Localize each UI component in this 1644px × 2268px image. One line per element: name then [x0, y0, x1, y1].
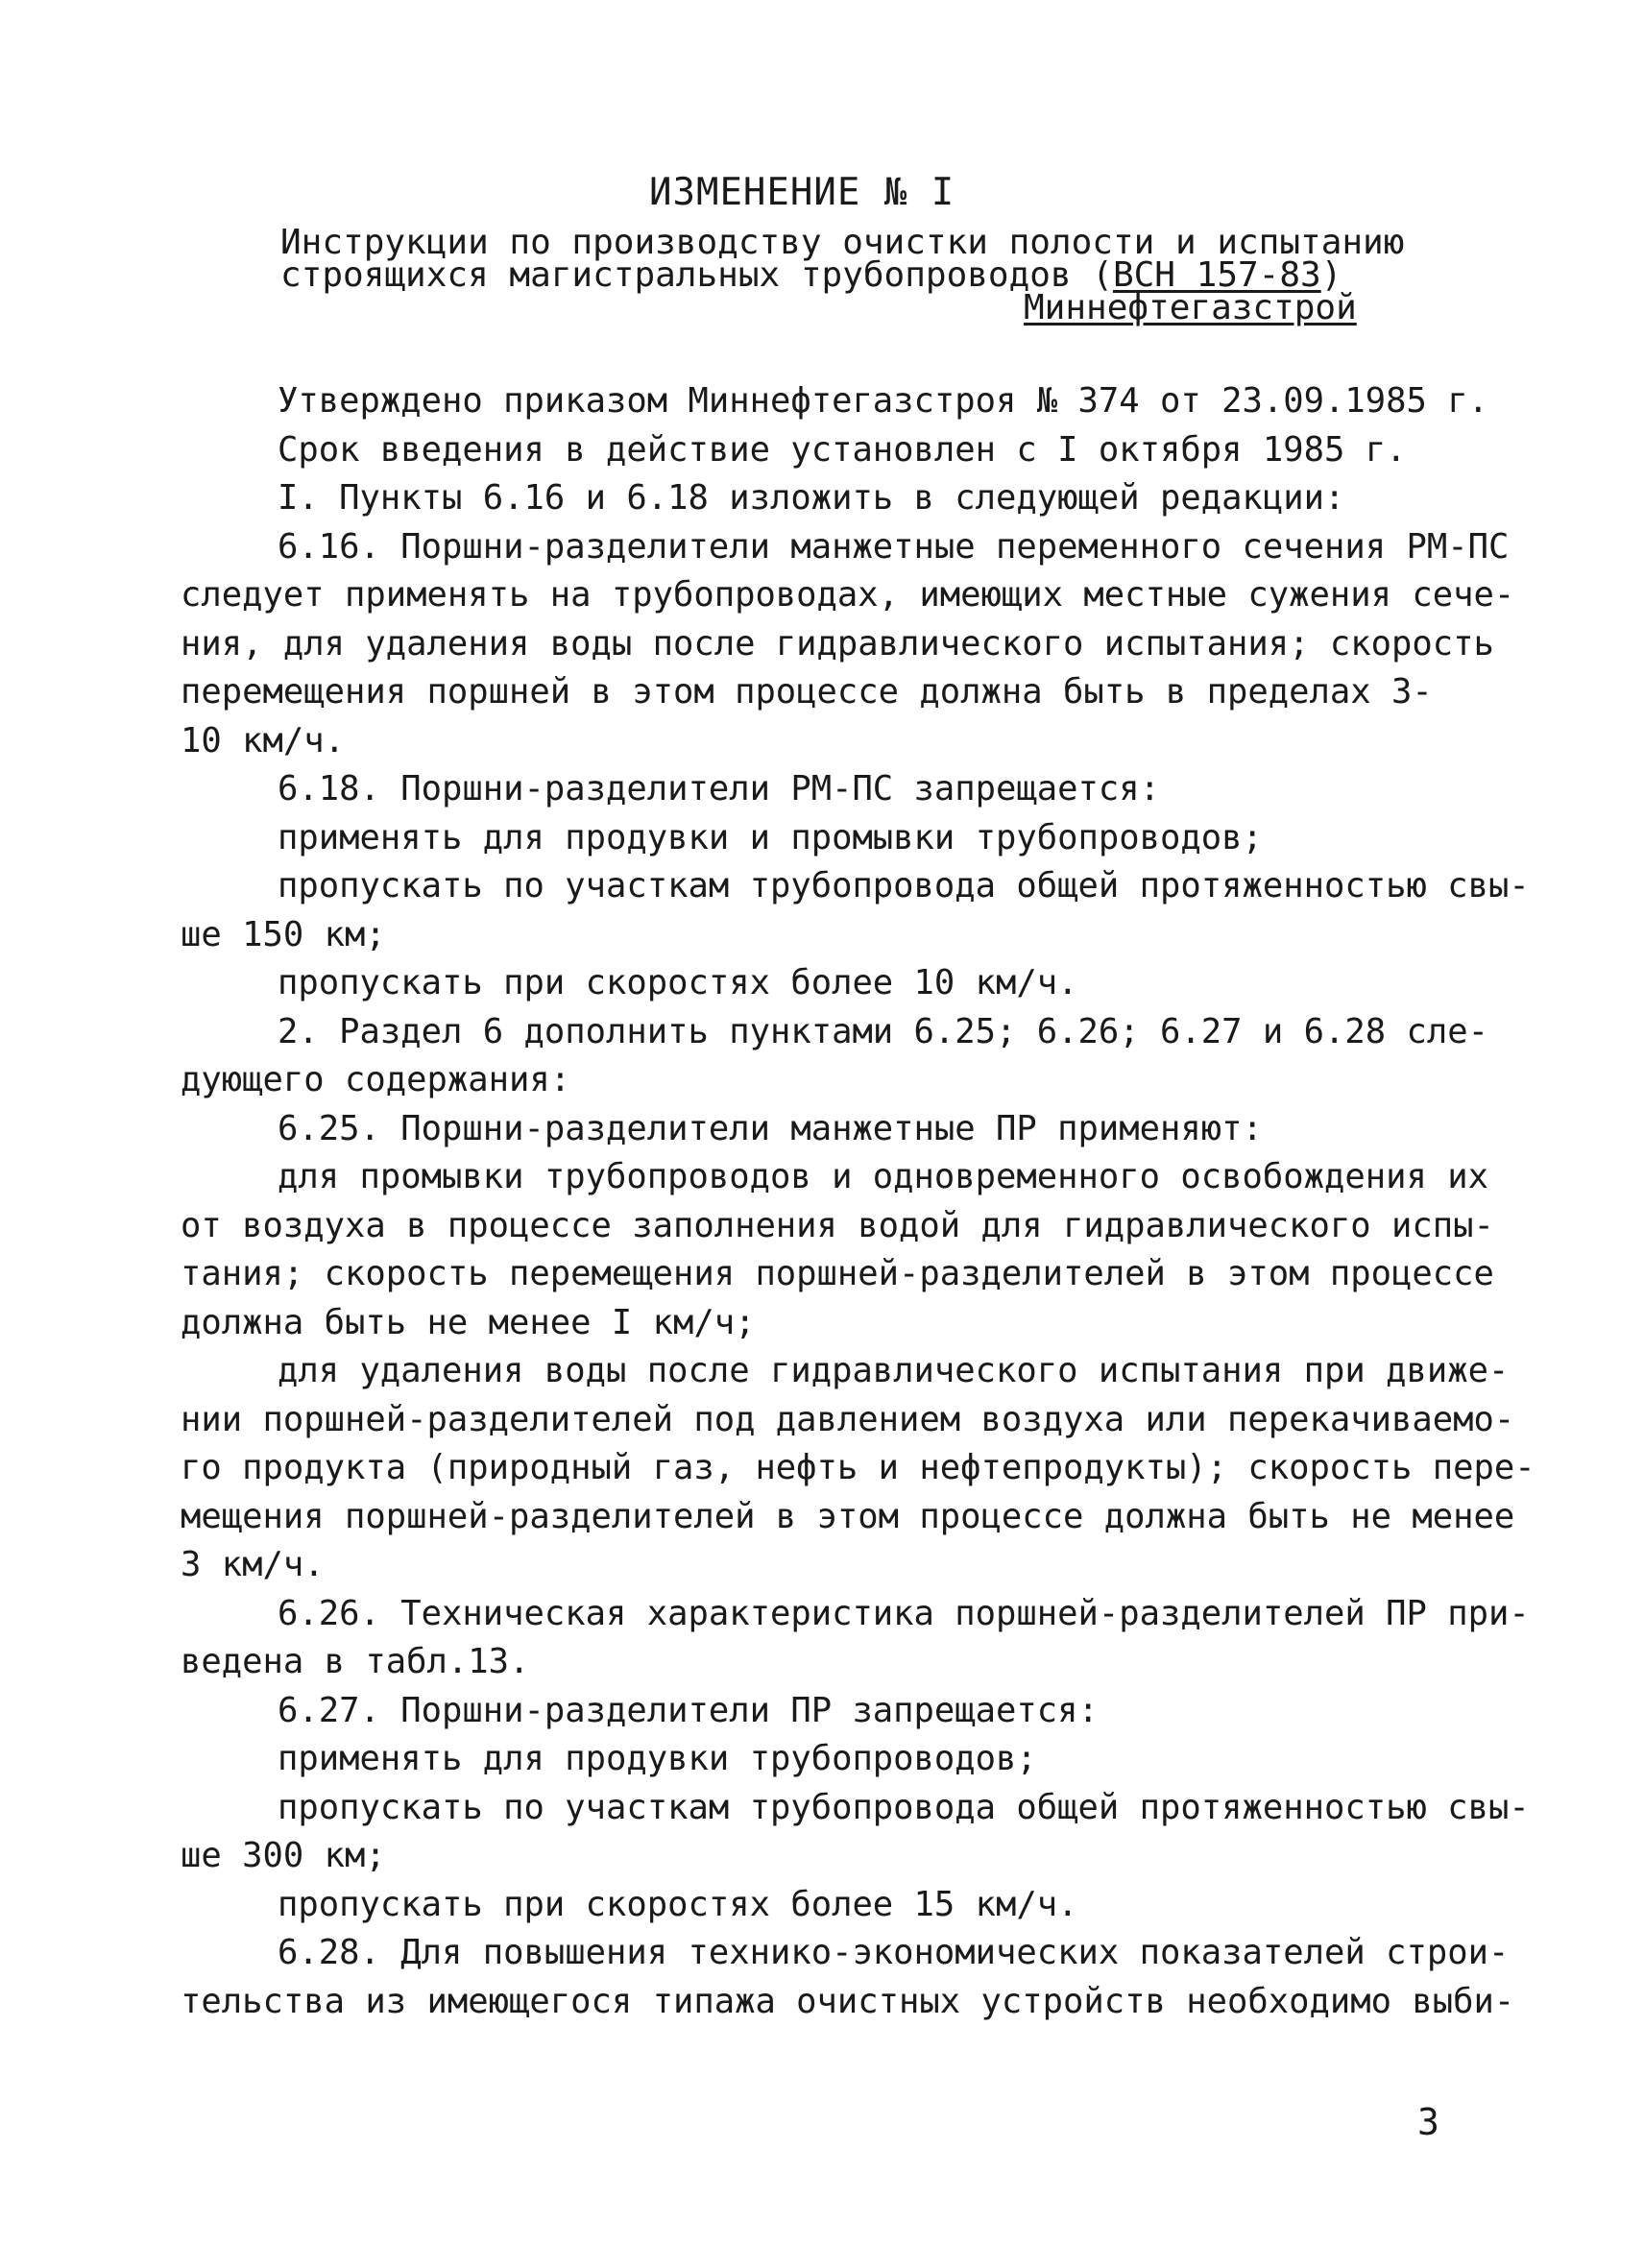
document-subtitle-ministry: Миннефтегазстрой — [1024, 288, 1357, 327]
body-line: 3 км/ч. — [181, 1545, 325, 1584]
body-line-para-6-28: 6.28. Для повышения технико-экономических показателей строи- — [278, 1933, 1510, 1972]
body-line: от воздуха в процессе заполнения водой для гидравлического испы- — [181, 1205, 1494, 1245]
body-line-para-6-25: 6.25. Поршни-разделители манжетные ПР применяют: — [278, 1108, 1263, 1148]
body-line: применять для продувки трубопроводов; — [278, 1739, 1037, 1778]
body-line: нии поршней-разделителей под давлением воздуха или перекачиваемо- — [181, 1399, 1515, 1439]
body-line: ведена в табл.13. — [181, 1642, 530, 1681]
body-line: пропускать по участкам трубопровода общей протяженностью свы- — [278, 1787, 1530, 1827]
body-line: для промывки трубопроводов и одновременного освобождения их — [278, 1157, 1488, 1196]
body-line: для удаления воды после гидравлического испытания при движе- — [278, 1351, 1510, 1390]
body-line: дующего содержания: — [181, 1060, 571, 1099]
body-line: перемещения поршней в этом процессе должна быть в пределах 3- — [181, 672, 1433, 712]
body-line: ше 300 км; — [181, 1836, 386, 1875]
body-line-para-6-16: 6.16. Поршни-разделители манжетные переменного сечения РМ-ПС — [278, 526, 1510, 567]
body-line: пропускать по участкам трубопровода общей протяженностью свы- — [278, 866, 1530, 905]
subtitle-suffix: ) — [1320, 255, 1342, 295]
body-line: пропускать при скоростях более 15 км/ч. — [278, 1884, 1078, 1924]
document-title: ИЗМЕНЕНИЕ № I — [649, 171, 955, 214]
document-body — [181, 377, 1535, 2026]
body-line-para-6-27: 6.27. Поршни-разделители ПР запрещается: — [278, 1690, 1099, 1730]
body-line: го продукта (природный газ, нефть и нефтепродукты); скорость пере- — [181, 1448, 1535, 1487]
document-subtitle-line-1: Инструкции по производству очистки полости и испытанию — [280, 223, 1405, 262]
body-line: мещения поршней-разделителей в этом процессе должна быть не менее — [181, 1496, 1515, 1536]
body-line-para-6-18: 6.18. Поршни-разделители РМ-ПС запрещается: — [278, 769, 1161, 808]
body-line: применять для продувки и промывки трубопроводов; — [278, 817, 1263, 857]
body-line: должна быть не менее I км/ч; — [181, 1302, 756, 1342]
body-line: следует применять на трубопроводах, имеющих местные сужения сече- — [181, 575, 1515, 615]
body-line-item-2: 2. Раздел 6 дополнить пунктами 6.25; 6.26; 6.27 и 6.28 сле- — [278, 1011, 1488, 1051]
body-line-item-1: I. Пункты 6.16 и 6.18 изложить в следующей редакции: — [278, 478, 1345, 518]
body-line: ния, для удаления воды после гидравлического испытания; скорость — [181, 623, 1494, 664]
body-line: 10 км/ч. — [181, 720, 345, 760]
subtitle-prefix: строящихся магистральных трубопроводов ( — [280, 255, 1113, 295]
subtitle-code: ВСН 157-83 — [1112, 255, 1321, 295]
body-line-approval: Утверждено приказом Миннефтегазстроя № 374 от 23.09.1985 г. — [278, 381, 1488, 421]
body-line-para-6-26: 6.26. Техническая характеристика поршней-разделителей ПР при- — [278, 1593, 1530, 1633]
body-line: ше 150 км; — [181, 914, 386, 954]
body-line: тания; скорость перемещения поршней-разделителей в этом процессе — [181, 1254, 1494, 1293]
body-line: тельства из имеющегося типажа очистных устройств необходимо выби- — [181, 1981, 1515, 2021]
page-number: 3 — [1417, 2101, 1439, 2143]
body-line: пропускать при скоростях более 10 км/ч. — [278, 963, 1078, 1002]
body-line-effective-date: Срок введения в действие установлен с I октября 1985 г. — [278, 429, 1407, 470]
